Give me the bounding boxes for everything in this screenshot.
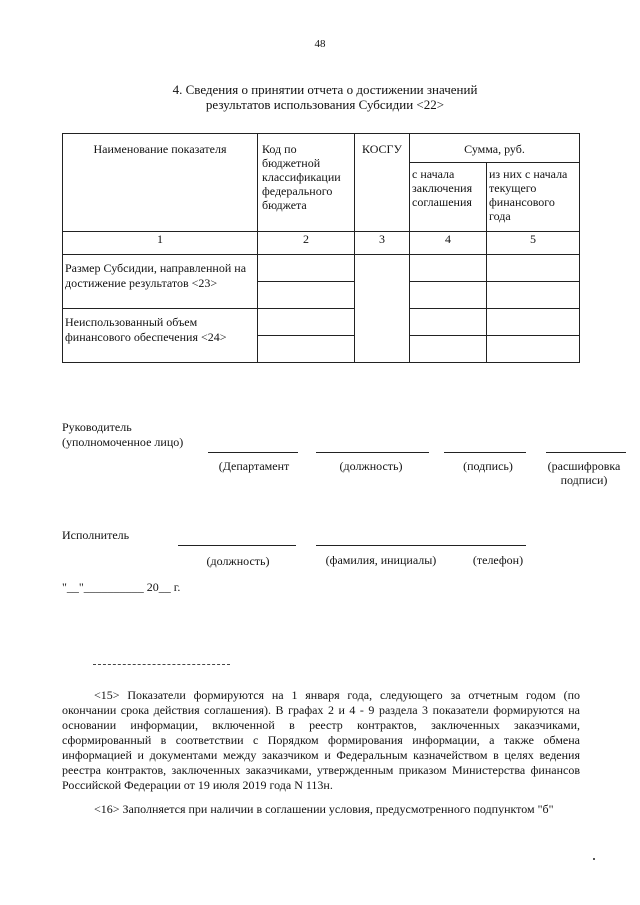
header-kosgu: КОСГУ xyxy=(355,134,410,232)
section-title-line-2: результатов использования Субсидии <22> xyxy=(205,97,445,112)
header-sum: Сумма, руб. xyxy=(410,134,580,163)
head-signature-line[interactable] xyxy=(444,452,526,453)
table-row xyxy=(63,309,580,336)
row-label: Размер Субсидии, направленной на достижение результатов <23> xyxy=(63,255,258,309)
header-name: Наименование показателя xyxy=(63,134,258,232)
caption-executor-position: (должность) xyxy=(206,554,270,568)
column-number: 5 xyxy=(487,232,580,255)
caption-decoding-line-1: (расшифровка xyxy=(547,459,621,473)
header-code: Код по бюджетной классификации федерального бюджета xyxy=(258,134,355,232)
column-number: 1 xyxy=(63,232,258,255)
table-cell[interactable] xyxy=(410,282,487,309)
header-since-agreement: с начала заключения соглашения xyxy=(410,163,487,232)
table-cell[interactable] xyxy=(410,255,487,282)
page-number: 48 xyxy=(314,38,326,50)
executor-label: Исполнитель xyxy=(62,528,130,542)
row-label: Неиспользованный объем финансового обеспечения <24> xyxy=(63,309,258,363)
column-number: 2 xyxy=(258,232,355,255)
table-cell[interactable] xyxy=(410,309,487,336)
footnote-15: <15> Показатели формируются на 1 января года, следующего за отчетным годом (по окончании срока действия соглашения). В графах 2 и 4 - 9 раздела 3 показатели формируются на основании информации, включенной в реестр контрактов, заключенных заказчиками, сформированный в соответствии с Порядком формирования информации, а также обмена информацией и документами между заказчиком и Федеральным казначейством в целях ведения реестра контрактов, заключенных заказчиками, утвержденным приказом Министерства финансов Российской Федерации от 19 июля 2019 года N 113н. xyxy=(62,688,580,792)
table-cell[interactable] xyxy=(258,309,355,336)
table-cell[interactable] xyxy=(487,282,580,309)
caption-position: (должность) xyxy=(339,459,403,473)
caption-executor-phone: (телефон) xyxy=(472,553,524,567)
table-cell[interactable] xyxy=(258,336,355,363)
table-cell[interactable] xyxy=(487,309,580,336)
page-mark xyxy=(593,858,595,860)
section-title-line-1: 4. Сведения о принятии отчета о достижении значений xyxy=(172,82,478,97)
caption-decoding xyxy=(540,459,628,487)
date-line[interactable]: "__"__________ 20__ г. xyxy=(62,580,181,594)
head-label xyxy=(62,420,183,450)
table-cell[interactable] xyxy=(258,255,355,282)
table-cell[interactable] xyxy=(487,336,580,363)
table-header-row xyxy=(63,134,580,163)
header-since-year: из них с начала текущего финансового года xyxy=(487,163,580,232)
column-numbers-row xyxy=(63,232,580,255)
report-table xyxy=(62,133,580,363)
head-label-line-2: (уполномоченное лицо) xyxy=(62,435,184,449)
section-title xyxy=(100,82,550,112)
head-position-line[interactable] xyxy=(316,452,429,453)
head-decoding-line[interactable] xyxy=(546,452,626,453)
footnote-16: <16> Заполняется при наличии в соглашении условия, предусмотренного подпунктом "б" xyxy=(94,802,554,816)
footnote-separator xyxy=(93,664,230,665)
column-number: 3 xyxy=(355,232,410,255)
table-cell[interactable] xyxy=(410,336,487,363)
head-label-line-1: Руководитель xyxy=(62,420,132,434)
caption-department: (Департамент xyxy=(218,459,290,473)
caption-executor-name: (фамилия, инициалы) xyxy=(325,553,437,567)
column-number: 4 xyxy=(410,232,487,255)
table-cell[interactable] xyxy=(258,282,355,309)
table-row xyxy=(63,255,580,282)
executor-position-line[interactable] xyxy=(178,545,296,546)
executor-name-phone-line[interactable] xyxy=(316,545,526,546)
caption-decoding-line-2: подписи) xyxy=(560,473,608,487)
caption-signature: (подпись) xyxy=(463,459,513,473)
head-department-line[interactable] xyxy=(208,452,298,453)
table-cell[interactable] xyxy=(487,255,580,282)
table-cell-kosgu[interactable] xyxy=(355,255,410,363)
